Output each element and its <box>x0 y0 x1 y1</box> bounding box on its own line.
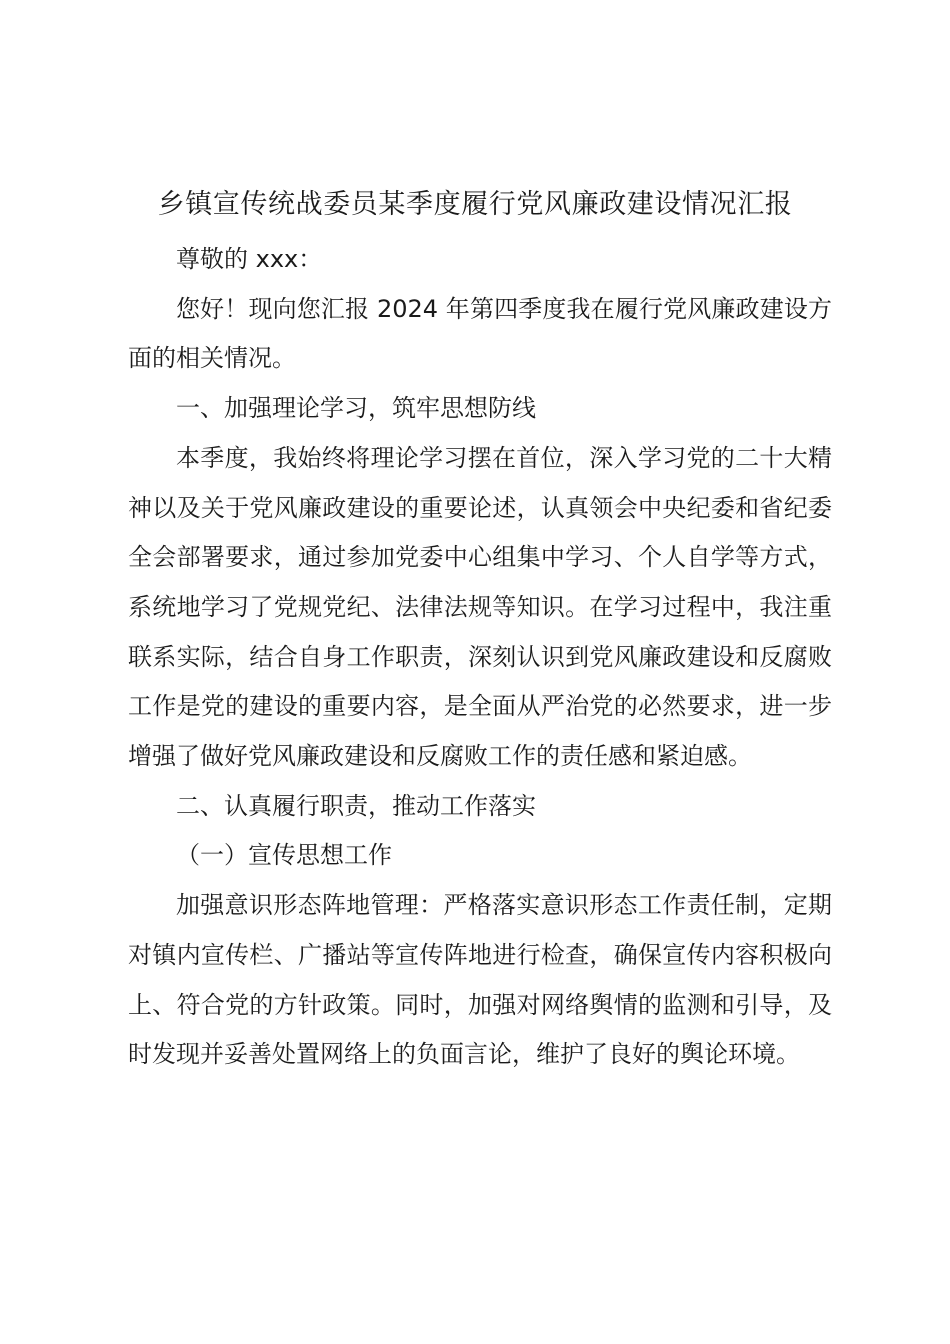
section-2-heading: 二、认真履行职责，推动工作落实 <box>176 791 536 820</box>
document-body <box>128 235 832 1080</box>
subsection-1-paragraph: 加强意识形态阵地管理：严格落实意识形态工作责任制，定期对镇内宣传栏、广播站等宣传阵地进行检查，确保宣传内容积极向上、符合党的方针政策。同时，加强对网络舆情的监测和引导，及时发现并妥善处置网络上的负面言论，维护了良好的舆论环境。 <box>128 891 832 1069</box>
salutation: 尊敬的 xxx： <box>176 245 323 273</box>
greeting-paragraph: 您好！现向您汇报 2024 年第四季度我在履行党风廉政建设方面的相关情况。 <box>128 294 832 373</box>
document-title: 乡镇宣传统战委员某季度履行党风廉政建设情况汇报 <box>157 189 793 220</box>
section-1-paragraph: 本季度，我始终将理论学习摆在首位，深入学习党的二十大精神以及关于党风廉政建设的重要论述，认真领会中央纪委和省纪委全会部署要求，通过参加党委中心组集中学习、个人自学等方式，系统地学习了党规党纪、法律法规等知识。在学习过程中，我注重联系实际，结合自身工作职责，深刻认识到党风廉政建设和反腐败工作是党的建设的重要内容，是全面从严治党的必然要求，进一步增强了做好党风廉政建设和反腐败工作的责任感和紧迫感。 <box>128 443 832 771</box>
section-1-heading: 一、加强理论学习，筑牢思想防线 <box>176 394 536 423</box>
subsection-1-heading: （一）宣传思想工作 <box>176 841 392 870</box>
